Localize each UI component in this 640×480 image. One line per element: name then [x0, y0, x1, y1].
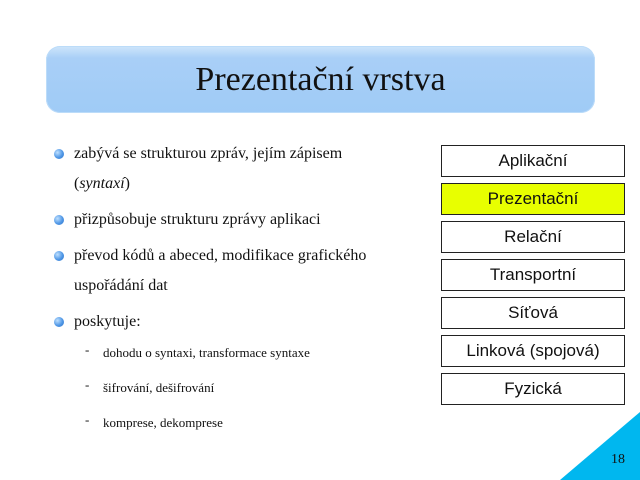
- sub-bullet-text: komprese, dekomprese: [103, 415, 223, 430]
- paren-close: ): [124, 175, 130, 192]
- sub-bullet-list: [85, 343, 415, 448]
- bullet-dot-icon: [54, 149, 64, 159]
- layer-data-link: Linková (spojová): [441, 335, 625, 367]
- bullet-dot-icon: [54, 215, 64, 225]
- sub-bullet-item: [85, 378, 415, 413]
- bullet-dot-icon: [54, 317, 64, 327]
- bullet-item: [52, 139, 422, 199]
- dash-icon: -: [85, 412, 90, 427]
- dash-icon: -: [85, 342, 90, 357]
- title-banner: [46, 46, 595, 113]
- bullet-text: přizpůsobuje strukturu zprávy aplikaci: [74, 211, 321, 228]
- bullet-italic-term: syntaxí: [79, 175, 125, 192]
- bullet-text: poskytuje:: [74, 313, 141, 330]
- slide-title: Prezentační vrstva: [195, 61, 446, 98]
- bullet-list: [52, 139, 422, 343]
- bullet-text-continued: uspořádání dat: [74, 277, 168, 294]
- sub-bullet-item: [85, 413, 415, 448]
- sub-bullet-text: šifrování, dešifrování: [103, 380, 215, 395]
- bullet-item: [52, 307, 422, 337]
- layer-physical: Fyzická: [441, 373, 625, 405]
- layer-transport: Transportní: [441, 259, 625, 291]
- sub-bullet-item: [85, 343, 415, 378]
- bullet-text: zabývá se strukturou zpráv, jejím zápisem: [74, 145, 343, 162]
- layer-network: Síťová: [441, 297, 625, 329]
- layer-presentation: Prezentační: [441, 183, 625, 215]
- bullet-dot-icon: [54, 251, 64, 261]
- osi-layer-stack: [441, 145, 625, 411]
- sub-bullet-text: dohodu o syntaxi, transformace syntaxe: [103, 345, 310, 360]
- bullet-item: [52, 241, 422, 301]
- paren-open: (: [74, 175, 80, 192]
- bullet-item: [52, 205, 422, 235]
- layer-application: Aplikační: [441, 145, 625, 177]
- page-number: 18: [611, 452, 625, 467]
- bullet-text: převod kódů a abeced, modifikace grafického: [74, 247, 367, 264]
- dash-icon: -: [85, 377, 90, 392]
- layer-session: Relační: [441, 221, 625, 253]
- corner-decoration: [560, 412, 640, 480]
